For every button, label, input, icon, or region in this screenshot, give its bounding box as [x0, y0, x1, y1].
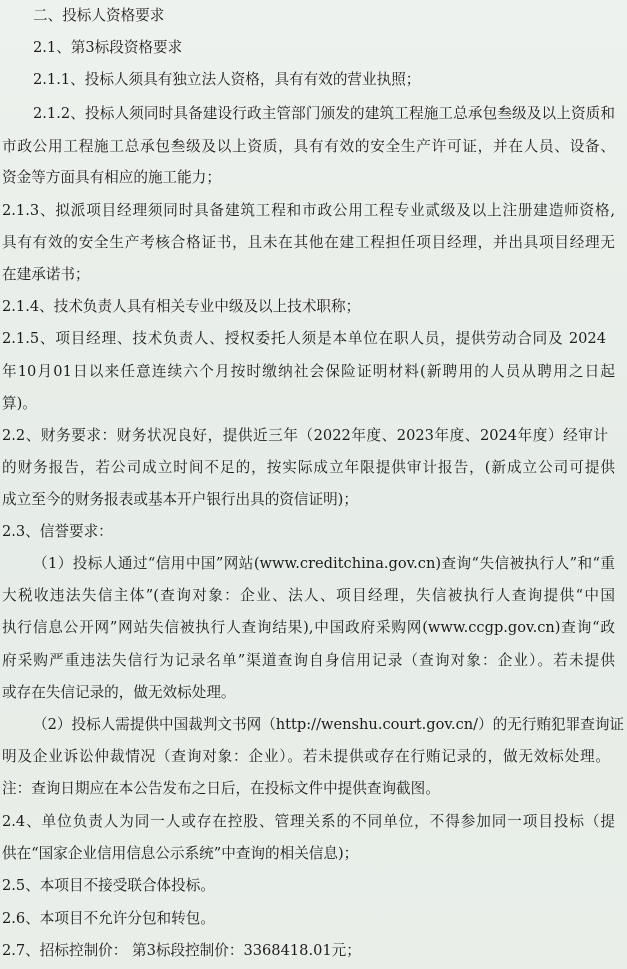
requirement-2-1-5-line-2: 年10月01日以来任意连续六个月按时缴纳社会保险证明材料(新聘用的人员从聘用之日起 [2, 363, 615, 380]
credit-item-1-line-5: 或存在失信记录的，做无效标处理。 [2, 684, 236, 701]
credit-item-2-line-1: （2）投标人需提供中国裁判文书网（http://wenshu.court.gov.cn/）的无行贿犯罪查询证 [33, 716, 625, 733]
requirement-2-1-1: 2.1.1、投标人须具有独立法人资格，具有有效的营业执照； [33, 71, 421, 88]
requirement-2-2-line-3: 成立至今的财务报表或基本开户银行出具的资信证明)； [2, 491, 358, 508]
requirement-2-6: 2.6、本项目不允许分包和转包。 [2, 910, 215, 927]
credit-item-2-line-2: 明及企业诉讼仲裁情况（查询对象：企业）。若未提供或存在行贿记录的，做无效标处理。 [2, 748, 610, 765]
requirement-2-1-3-line-2: 具有有效的安全生产考核合格证书，且未在其他在建工程担任项目经理，并出具项目经理无 [2, 234, 615, 251]
requirement-2-4-line-1: 2.4、单位负责人为同一人或存在控股、管理关系的不同单位，不得参加同一项目投标（提 [2, 813, 615, 830]
requirement-2-1-4: 2.1.4、技术负责人具有相关专业中级及以上技术职称； [2, 298, 361, 315]
requirement-2-5: 2.5、本项目不接受联合体投标。 [2, 877, 215, 894]
credit-item-1-line-3: 执行信息公开网”网站失信被执行人查询结果),中国政府采购网(www.ccgp.gov.cn)查询“政 [2, 619, 615, 636]
requirement-2-1-3-line-3: 在建承诺书； [2, 266, 90, 283]
requirement-2-1-2-line-1: 2.1.2、投标人须同时具备建设行政主管部门颁发的建筑工程施工总承包叁级及以上资质和 [33, 105, 615, 122]
section-heading: 二、投标人资格要求 [33, 7, 165, 24]
requirement-2-1-3-line-1: 2.1.3、拟派项目经理须同时具备建筑工程和市政公用工程专业贰级及以上注册建造师资格, [2, 202, 615, 219]
requirement-2-1-5-line-3: 算)。 [2, 395, 37, 412]
requirement-2-3-heading: 2.3、信誉要求： [2, 523, 113, 540]
note-line: 注：查询日期应在本公告发布之日后，在投标文件中提供查询截图。 [2, 780, 440, 797]
requirement-2-2-line-2: 的财务报告，若公司成立时间不足的，按实际成立年限提供审计报告，(新成立公司可提供 [2, 459, 615, 476]
credit-item-1-line-2: 大税收违法失信主体”(查询对象：企业、法人、项目经理，失信被执行人查询提供“中国 [2, 587, 615, 604]
requirement-2-1-2-line-2: 市政公用工程施工总承包叁级及以上资质，具有有效的安全生产许可证，并在人员、设备、 [2, 138, 615, 155]
requirement-2-4-line-2: 供在“国家企业信用信息公示系统”中查询的相关信息)； [2, 845, 359, 862]
credit-item-1-line-4: 府采购严重违法失信行为记录名单”渠道查询自身信用记录（查询对象：企业）。若未提供 [2, 652, 615, 669]
requirement-2-1-2-line-3: 资金等方面具有相应的施工能力； [2, 169, 221, 186]
credit-item-1-line-1: （1）投标人通过“信用中国”网站(www.creditchina.gov.cn)查询“失信被执行人”和“重 [33, 555, 615, 572]
requirement-2-2-line-1: 2.2、财务要求：财务状况良好，提供近三年（2022年度、2023年度、2024年度）经审计 [2, 427, 608, 444]
subsection-heading: 2.1、第3标段资格要求 [33, 39, 183, 56]
requirement-2-7-control-price: 2.7、招标控制价： 第3标段控制价：3368418.01元； [2, 942, 361, 959]
requirement-2-1-5-line-1: 2.1.5、项目经理、技术负责人、授权委托人须是本单位在职人员，提供劳动合同及 2024 [2, 330, 606, 347]
